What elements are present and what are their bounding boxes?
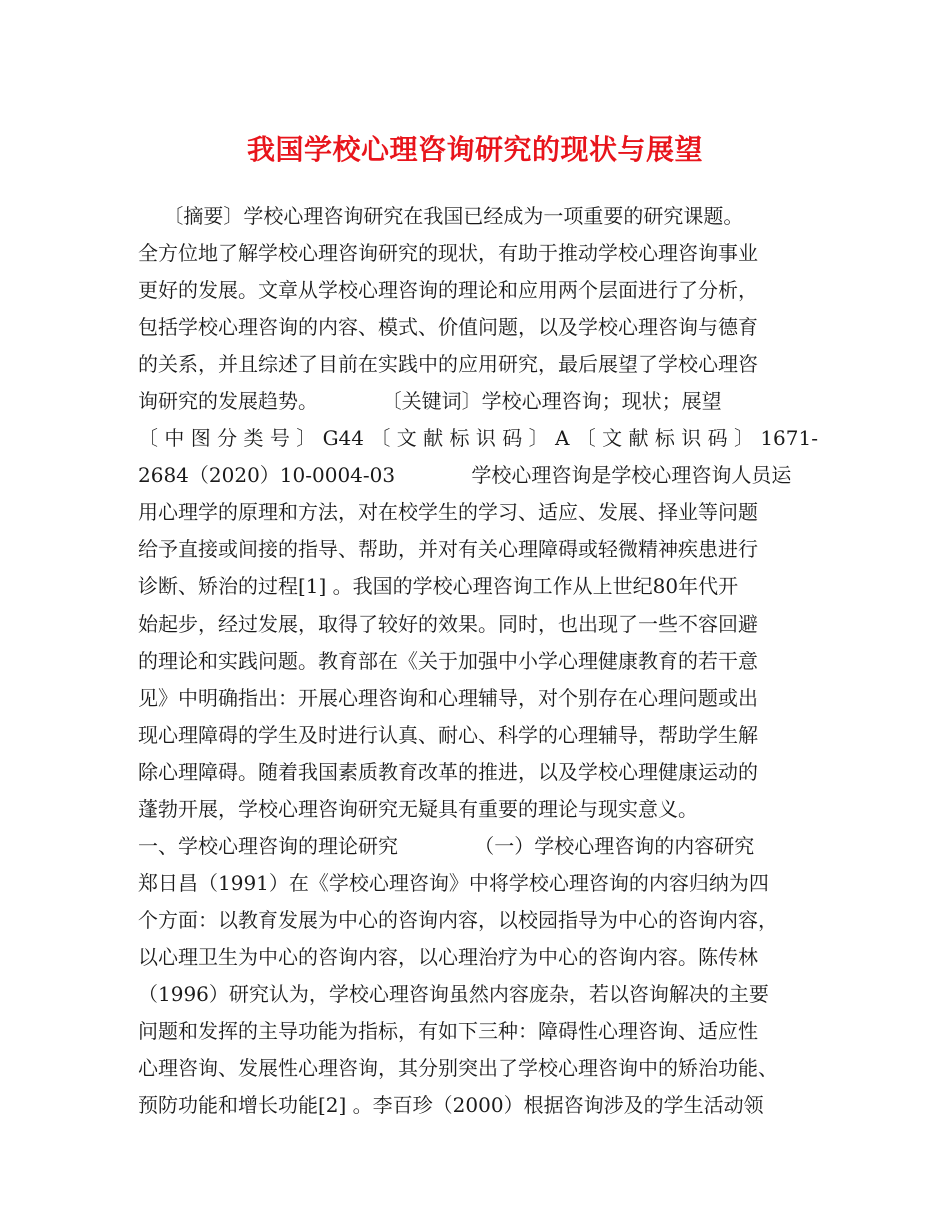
body-line: 用心理学的原理和方法，对在校学生的学习、适应、发展、择业等问题 (138, 500, 758, 525)
body-line: 〔中图分类号〕G44〔文献标识码〕A〔文献标识码〕1671- (138, 426, 818, 451)
body-line: 心理咨询、发展性心理咨询，其分别突出了学校心理咨询中的矫治功能、 (138, 1056, 778, 1081)
body-line: 见》中明确指出：开展心理咨询和心理辅导，对个别存在心理问题或出 (138, 685, 758, 710)
body-line: 2684（2020）10-0004-03 学校心理咨询是学校心理咨询人员运 (138, 463, 792, 488)
body-line: 个方面：以教育发展为中心的咨询内容，以校园指导为中心的咨询内容， (138, 907, 778, 932)
body-line: 一、学校心理咨询的理论研究 （一）学校心理咨询的内容研究 (138, 833, 755, 858)
body-line: 的理论和实践问题。教育部在《关于加强中小学心理健康教育的若干意 (138, 648, 758, 673)
body-line: 〔摘要〕学校心理咨询研究在我国已经成为一项重要的研究课题。 (138, 204, 744, 228)
document-title: 我国学校心理咨询研究的现状与展望 (246, 133, 703, 166)
body-line: 给予直接或间接的指导、帮助，并对有关心理障碍或轻微精神疾患进行 (138, 537, 758, 562)
body-line: 询研究的发展趋势。 〔关键词〕学校心理咨询；现状；展望 (138, 389, 722, 414)
body-line: 蓬勃开展，学校心理咨询研究无疑具有重要的理论与现实意义。 (138, 796, 698, 821)
body-line: 现心理障碍的学生及时进行认真、耐心、科学的心理辅导，帮助学生解 (138, 722, 758, 747)
body-line: 始起步，经过发展，取得了较好的效果。同时，也出现了一些不容回避 (138, 611, 758, 636)
body-line: 以心理卫生为中心的咨询内容，以心理治疗为中心的咨询内容。陈传林 (138, 944, 758, 969)
body-line: 更好的发展。文章从学校心理咨询的理论和应用两个层面进行了分析， (138, 278, 758, 303)
body-line: 郑日昌（1991）在《学校心理咨询》中将学校心理咨询的内容归纳为四 (138, 870, 769, 895)
body-line: 问题和发挥的主导功能为指标，有如下三种：障碍性心理咨询、适应性 (138, 1019, 758, 1044)
body-line: 诊断、矫治的过程[1] 。我国的学校心理咨询工作从上世纪80年代开 (138, 574, 739, 599)
body-line: 的关系，并且综述了目前在实践中的应用研究，最后展望了学校心理咨 (138, 352, 758, 377)
body-line: （1996）研究认为，学校心理咨询虽然内容庞杂，若以咨询解决的主要 (138, 981, 769, 1006)
body-line: 预防功能和增长功能[2] 。李百珍（2000）根据咨询涉及的学生活动领 (138, 1093, 764, 1118)
body-line: 全方位地了解学校心理咨询研究的现状，有助于推动学校心理咨询事业 (138, 241, 758, 266)
document-body (138, 200, 818, 1126)
body-line: 包括学校心理咨询的内容、模式、价值问题，以及学校心理咨询与德育 (138, 315, 758, 340)
body-line: 除心理障碍。随着我国素质教育改革的推进，以及学校心理健康运动的 (138, 759, 758, 784)
